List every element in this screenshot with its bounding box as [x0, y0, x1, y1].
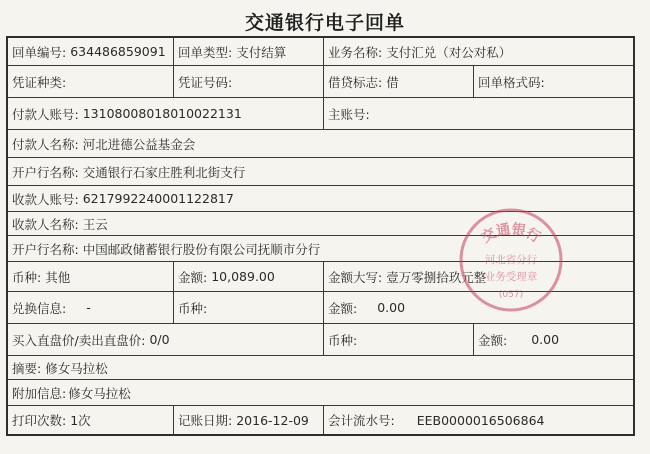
- row-rate: [8, 324, 633, 356]
- seal-code: (057): [498, 290, 524, 300]
- exchange-info-label: 兑换信息:: [12, 300, 67, 316]
- receipt-form: [6, 36, 635, 436]
- exchange-amount-cell: [323, 292, 633, 323]
- main-account-cell: [323, 98, 633, 129]
- rate-amount-label: 金额:: [478, 332, 508, 348]
- rate-currency-cell: [323, 324, 473, 355]
- row-payee-account: [8, 186, 633, 212]
- payee-account-cell: [8, 186, 633, 211]
- payee-name-label: 收款人名称:: [12, 216, 79, 232]
- debit-credit-value: 借: [386, 74, 399, 90]
- amount-cell: [173, 262, 323, 291]
- voucher-no-label: 凭证号码:: [178, 74, 233, 90]
- receipt-type-value: 支付结算: [236, 44, 287, 60]
- serial-no-label: 会计流水号:: [328, 413, 395, 428]
- print-count-label: 打印次数:: [12, 413, 67, 428]
- payee-name-cell: [8, 212, 633, 235]
- extra-info-cell: [8, 380, 633, 405]
- summary-cell: [8, 356, 633, 379]
- payee-name-value: 王云: [82, 216, 108, 232]
- exchange-amount-label: 金额:: [328, 300, 358, 316]
- extra-info-value: 修女马拉松: [68, 385, 131, 401]
- buy-sell-rate-label: 买入直盘价/卖出直盘价:: [12, 332, 146, 348]
- exchange-currency-cell: [173, 292, 323, 323]
- row-currency-amount: [8, 262, 633, 292]
- rate-currency-label: 币种:: [328, 332, 358, 348]
- currency-cell: [8, 262, 173, 291]
- business-name-value: 支付汇兑（对公对私）: [386, 44, 512, 60]
- amount-value: 10,089.00: [211, 269, 275, 284]
- receipt-format-cell: [473, 66, 633, 97]
- row-voucher: [8, 66, 633, 98]
- row-payer-name: [8, 130, 633, 158]
- row-payer-account: [8, 98, 633, 130]
- amount-label: 金额:: [178, 269, 208, 285]
- debit-credit-cell: [323, 66, 473, 97]
- payee-account-label: 收款人账号:: [12, 191, 79, 207]
- payer-account-label: 付款人账号:: [12, 106, 79, 122]
- payee-bank-label: 开户行名称:: [12, 241, 79, 257]
- row-summary: [8, 356, 633, 380]
- extra-info-label: 附加信息:: [12, 385, 67, 401]
- payer-bank-cell: [8, 158, 633, 185]
- payee-account-value: 6217992240001122817: [82, 191, 234, 206]
- business-name-label: 业务名称:: [328, 44, 383, 60]
- exchange-info-cell: [8, 292, 173, 323]
- currency-value: 其他: [45, 269, 71, 285]
- receipt-type-cell: [173, 38, 323, 65]
- main-account-label: 主账号:: [328, 106, 370, 122]
- receipt-format-label: 回单格式码:: [478, 74, 545, 90]
- voucher-type-cell: [8, 66, 173, 97]
- currency-label: 币种:: [12, 269, 42, 285]
- payer-bank-label: 开户行名称:: [12, 164, 79, 180]
- row-payee-bank: [8, 236, 633, 262]
- voucher-no-cell: [173, 66, 323, 97]
- rate-amount-cell: [473, 324, 633, 355]
- exchange-currency-label: 币种:: [178, 300, 208, 316]
- row-payer-bank: [8, 158, 633, 186]
- buy-sell-rate-cell: [8, 324, 323, 355]
- record-date-label: 记账日期:: [178, 413, 233, 428]
- payer-bank-value: 交通银行石家庄胜利北街支行: [82, 164, 246, 180]
- summary-value: 修女马拉松: [45, 360, 108, 376]
- exchange-info-value: -: [86, 300, 91, 315]
- row-extra-info: [8, 380, 633, 406]
- receipt-no-value: 634486859091: [70, 44, 166, 59]
- rate-amount-value: 0.00: [531, 332, 560, 347]
- amount-upper-cell: [323, 262, 633, 291]
- seal-purpose: 业务受理章: [484, 271, 538, 283]
- amount-upper-value: 壹万零捌拾玖元整: [386, 269, 487, 285]
- receipt-title: 交通银行电子回单: [244, 12, 405, 34]
- print-count-value: 1次: [70, 413, 91, 428]
- receipt-type-label: 回单类型:: [178, 44, 233, 60]
- payer-account-cell: [8, 98, 323, 129]
- payer-name-value: 河北进德公益基金会: [82, 136, 196, 152]
- record-date-value: 2016-12-09: [236, 412, 309, 428]
- buy-sell-rate-value: 0/0: [149, 332, 170, 347]
- summary-label: 摘要:: [12, 360, 42, 376]
- seal-bank-name: 交通银行: [478, 221, 544, 247]
- payer-name-label: 付款人名称:: [12, 136, 79, 152]
- serial-no-cell: [323, 406, 633, 434]
- voucher-type-label: 凭证种类:: [12, 74, 67, 90]
- receipt-no-label: 回单编号:: [12, 44, 67, 60]
- row-print-info: [8, 406, 633, 434]
- print-count-cell: [8, 406, 173, 434]
- business-name-cell: [323, 38, 633, 65]
- receipt-no-cell: [8, 38, 173, 65]
- debit-credit-label: 借贷标志:: [328, 74, 383, 90]
- payee-bank-cell: [8, 236, 633, 261]
- seal-branch: 河北省分行: [484, 254, 538, 266]
- row-payee-name: [8, 212, 633, 236]
- payee-bank-value: 中国邮政储蓄银行股份有限公司抚顺市分行: [82, 241, 321, 257]
- row-exchange: [8, 292, 633, 324]
- payer-name-cell: [8, 130, 633, 157]
- exchange-amount-value: 0.00: [377, 300, 406, 315]
- serial-no-value: EEB0000016506864: [416, 412, 545, 428]
- amount-upper-label: 金额大写:: [328, 269, 383, 285]
- row-receipt-info: [8, 38, 633, 66]
- record-date-cell: [173, 406, 323, 434]
- payer-account-value: 13108008018010022131: [82, 106, 242, 121]
